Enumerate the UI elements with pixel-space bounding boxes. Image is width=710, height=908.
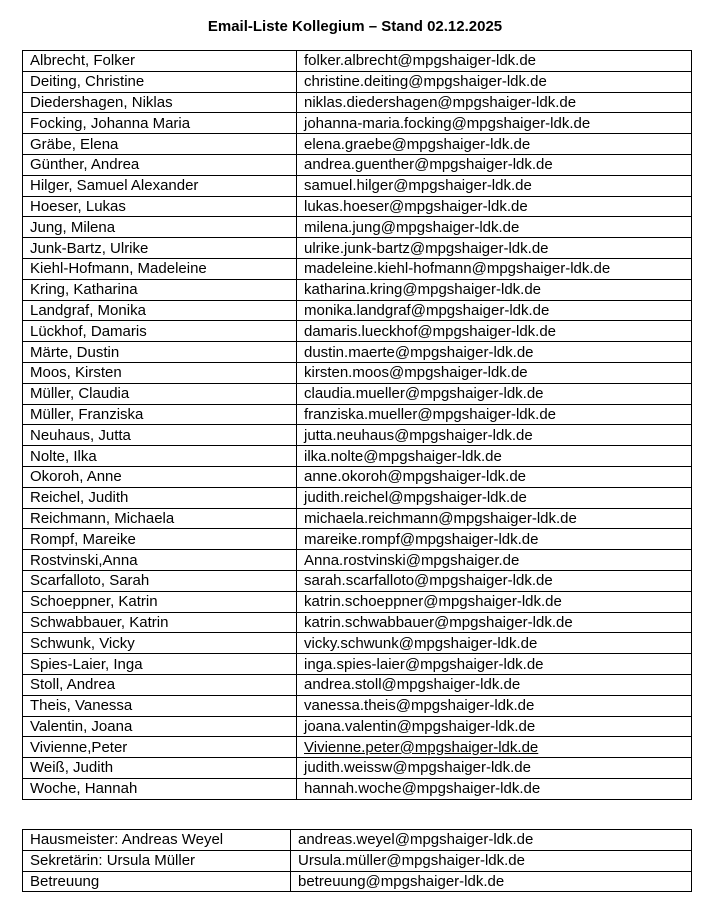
person-name-cell: Neuhaus, Jutta bbox=[23, 425, 297, 446]
table-row bbox=[23, 778, 692, 799]
person-name-cell: Schwabbauer, Katrin bbox=[23, 612, 297, 633]
person-name-cell: Sekretärin: Ursula Müller bbox=[23, 850, 291, 871]
person-name-cell: Müller, Claudia bbox=[23, 383, 297, 404]
email-address-cell: joana.valentin@mpgshaiger-ldk.de bbox=[297, 716, 692, 737]
table-row bbox=[23, 51, 692, 72]
email-address-cell: milena.jung@mpgshaiger-ldk.de bbox=[297, 217, 692, 238]
email-address-cell: niklas.diedershagen@mpgshaiger-ldk.de bbox=[297, 92, 692, 113]
person-name-cell: Weiß, Judith bbox=[23, 758, 297, 779]
email-address-cell: judith.weissw@mpgshaiger-ldk.de bbox=[297, 758, 692, 779]
table-row bbox=[23, 383, 692, 404]
person-name-cell: Theis, Vanessa bbox=[23, 695, 297, 716]
person-name-cell: Müller, Franziska bbox=[23, 404, 297, 425]
person-name-cell: Lückhof, Damaris bbox=[23, 321, 297, 342]
email-address-cell: damaris.lueckhof@mpgshaiger-ldk.de bbox=[297, 321, 692, 342]
email-address-cell: claudia.mueller@mpgshaiger-ldk.de bbox=[297, 383, 692, 404]
person-name-cell: Hoeser, Lukas bbox=[23, 196, 297, 217]
email-address-cell: betreuung@mpgshaiger-ldk.de bbox=[291, 871, 692, 892]
person-name-cell: Kring, Katharina bbox=[23, 279, 297, 300]
email-address-cell: christine.deiting@mpgshaiger-ldk.de bbox=[297, 71, 692, 92]
table-row bbox=[23, 217, 692, 238]
email-address-cell: samuel.hilger@mpgshaiger-ldk.de bbox=[297, 175, 692, 196]
person-name-cell: Rostvinski,Anna bbox=[23, 550, 297, 571]
email-address-cell: kirsten.moos@mpgshaiger-ldk.de bbox=[297, 362, 692, 383]
table-row bbox=[23, 529, 692, 550]
table-row bbox=[23, 134, 692, 155]
person-name-cell: Okoroh, Anne bbox=[23, 466, 297, 487]
table-row bbox=[23, 279, 692, 300]
person-name-cell: Woche, Hannah bbox=[23, 778, 297, 799]
table-row bbox=[23, 300, 692, 321]
table-row bbox=[23, 154, 692, 175]
table-row bbox=[23, 550, 692, 571]
table-row bbox=[23, 258, 692, 279]
person-name-cell: Diedershagen, Niklas bbox=[23, 92, 297, 113]
table-row bbox=[23, 92, 692, 113]
email-address-cell: andreas.weyel@mpgshaiger-ldk.de bbox=[291, 830, 692, 851]
person-name-cell: Vivienne,Peter bbox=[23, 737, 297, 758]
email-address-cell: elena.graebe@mpgshaiger-ldk.de bbox=[297, 134, 692, 155]
email-address-cell: andrea.guenther@mpgshaiger-ldk.de bbox=[297, 154, 692, 175]
person-name-cell: Deiting, Christine bbox=[23, 71, 297, 92]
table-row bbox=[23, 654, 692, 675]
table-row bbox=[23, 716, 692, 737]
email-address-cell: sarah.scarfalloto@mpgshaiger-ldk.de bbox=[297, 570, 692, 591]
table-row bbox=[23, 758, 692, 779]
table-row bbox=[23, 466, 692, 487]
email-address-cell: anne.okoroh@mpgshaiger-ldk.de bbox=[297, 466, 692, 487]
person-name-cell: Nolte, Ilka bbox=[23, 446, 297, 467]
table-row bbox=[23, 238, 692, 259]
email-address-cell: judith.reichel@mpgshaiger-ldk.de bbox=[297, 487, 692, 508]
person-name-cell: Gräbe, Elena bbox=[23, 134, 297, 155]
email-address-cell: hannah.woche@mpgshaiger-ldk.de bbox=[297, 778, 692, 799]
email-address-cell: michaela.reichmann@mpgshaiger-ldk.de bbox=[297, 508, 692, 529]
email-address-cell: Anna.rostvinski@mpgshaiger.de bbox=[297, 550, 692, 571]
table-row bbox=[23, 71, 692, 92]
person-name-cell: Stoll, Andrea bbox=[23, 674, 297, 695]
person-name-cell: Focking, Johanna Maria bbox=[23, 113, 297, 134]
email-address-cell: ilka.nolte@mpgshaiger-ldk.de bbox=[297, 446, 692, 467]
table-row bbox=[23, 674, 692, 695]
email-address-cell: Ursula.müller@mpgshaiger-ldk.de bbox=[291, 850, 692, 871]
person-name-cell: Schoeppner, Katrin bbox=[23, 591, 297, 612]
staff-email-table bbox=[22, 50, 692, 800]
table-row bbox=[23, 425, 692, 446]
email-address-cell: Vivienne.peter@mpgshaiger-ldk.de bbox=[297, 737, 692, 758]
email-address-cell: madeleine.kiehl-hofmann@mpgshaiger-ldk.de bbox=[297, 258, 692, 279]
email-address-cell: ulrike.junk-bartz@mpgshaiger-ldk.de bbox=[297, 238, 692, 259]
person-name-cell: Jung, Milena bbox=[23, 217, 297, 238]
document-title: Email-Liste Kollegium – Stand 02.12.2025 bbox=[207, 18, 503, 35]
table-row bbox=[23, 487, 692, 508]
table-row bbox=[23, 570, 692, 591]
email-address-cell: katharina.kring@mpgshaiger-ldk.de bbox=[297, 279, 692, 300]
table-row bbox=[23, 113, 692, 134]
email-address-cell: andrea.stoll@mpgshaiger-ldk.de bbox=[297, 674, 692, 695]
person-name-cell: Landgraf, Monika bbox=[23, 300, 297, 321]
email-address-cell: jutta.neuhaus@mpgshaiger-ldk.de bbox=[297, 425, 692, 446]
table-row bbox=[23, 446, 692, 467]
table-row bbox=[23, 404, 692, 425]
table-row bbox=[23, 321, 692, 342]
person-name-cell: Junk-Bartz, Ulrike bbox=[23, 238, 297, 259]
table-row bbox=[23, 830, 692, 851]
person-name-cell: Reichmann, Michaela bbox=[23, 508, 297, 529]
email-address-cell: johanna-maria.focking@mpgshaiger-ldk.de bbox=[297, 113, 692, 134]
email-address-cell: mareike.rompf@mpgshaiger-ldk.de bbox=[297, 529, 692, 550]
email-address-cell: monika.landgraf@mpgshaiger-ldk.de bbox=[297, 300, 692, 321]
person-name-cell: Valentin, Joana bbox=[23, 716, 297, 737]
person-name-cell: Reichel, Judith bbox=[23, 487, 297, 508]
email-address-cell: lukas.hoeser@mpgshaiger-ldk.de bbox=[297, 196, 692, 217]
person-name-cell: Kiehl-Hofmann, Madeleine bbox=[23, 258, 297, 279]
person-name-cell: Moos, Kirsten bbox=[23, 362, 297, 383]
table-row bbox=[23, 871, 692, 892]
table-row bbox=[23, 633, 692, 654]
table-row bbox=[23, 508, 692, 529]
contacts-email-table bbox=[22, 829, 692, 892]
table-row bbox=[23, 695, 692, 716]
contacts-table-body bbox=[23, 830, 692, 892]
person-name-cell: Betreuung bbox=[23, 871, 291, 892]
table-row bbox=[23, 591, 692, 612]
table-row bbox=[23, 737, 692, 758]
email-address-cell: vanessa.theis@mpgshaiger-ldk.de bbox=[297, 695, 692, 716]
person-name-cell: Günther, Andrea bbox=[23, 154, 297, 175]
person-name-cell: Hausmeister: Andreas Weyel bbox=[23, 830, 291, 851]
table-row bbox=[23, 612, 692, 633]
person-name-cell: Märte, Dustin bbox=[23, 342, 297, 363]
email-address-cell: folker.albrecht@mpgshaiger-ldk.de bbox=[297, 51, 692, 72]
table-row bbox=[23, 196, 692, 217]
staff-table-body bbox=[23, 51, 692, 800]
email-address-cell: katrin.schwabbauer@mpgshaiger-ldk.de bbox=[297, 612, 692, 633]
email-address-cell: katrin.schoeppner@mpgshaiger-ldk.de bbox=[297, 591, 692, 612]
person-name-cell: Scarfalloto, Sarah bbox=[23, 570, 297, 591]
table-row bbox=[23, 850, 692, 871]
email-address-cell: inga.spies-laier@mpgshaiger-ldk.de bbox=[297, 654, 692, 675]
person-name-cell: Rompf, Mareike bbox=[23, 529, 297, 550]
person-name-cell: Spies-Laier, Inga bbox=[23, 654, 297, 675]
person-name-cell: Albrecht, Folker bbox=[23, 51, 297, 72]
table-row bbox=[23, 362, 692, 383]
person-name-cell: Hilger, Samuel Alexander bbox=[23, 175, 297, 196]
person-name-cell: Schwunk, Vicky bbox=[23, 633, 297, 654]
email-address-cell: franziska.mueller@mpgshaiger-ldk.de bbox=[297, 404, 692, 425]
table-row bbox=[23, 175, 692, 196]
table-row bbox=[23, 342, 692, 363]
email-address-cell: vicky.schwunk@mpgshaiger-ldk.de bbox=[297, 633, 692, 654]
email-address-cell: dustin.maerte@mpgshaiger-ldk.de bbox=[297, 342, 692, 363]
